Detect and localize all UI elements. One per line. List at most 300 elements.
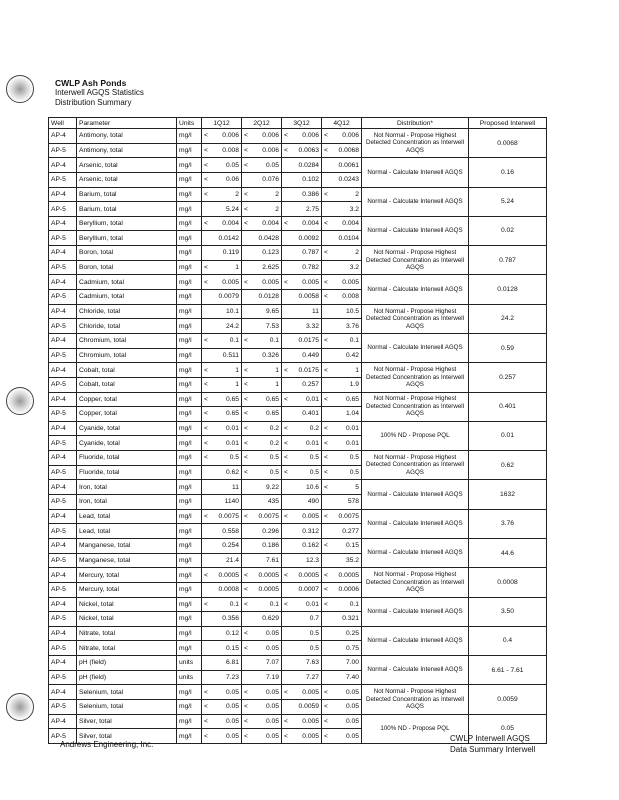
value-text: 0.5	[269, 469, 279, 477]
well-cell: AP-5	[49, 465, 77, 480]
value-text: 7.00	[345, 659, 359, 667]
value-cell	[322, 377, 362, 392]
value-cell	[202, 685, 242, 700]
value-text: 0.558	[222, 527, 239, 535]
well-cell: AP-4	[49, 538, 77, 553]
proposed-interwell-cell: 0.02	[469, 216, 547, 245]
value-cell	[202, 597, 242, 612]
distribution-cell: Not Normal - Propose Highest Detected Concentration as Interwell AGQS	[362, 568, 469, 597]
units-cell: mg/l	[177, 304, 202, 319]
value-cell	[322, 597, 362, 612]
value-text: 3.76	[345, 322, 359, 330]
less-than-flag: <	[204, 732, 208, 740]
distribution-cell: Normal - Calculate Interwell AGQS	[362, 333, 469, 362]
value-text: 7.61	[265, 556, 279, 564]
well-cell: AP-4	[49, 656, 77, 671]
proposed-interwell-cell: 3.50	[469, 597, 547, 626]
less-than-flag: <	[324, 717, 328, 725]
value-text: 0.102	[302, 176, 319, 184]
less-than-flag: <	[204, 410, 208, 418]
parameter-cell: Silver, total	[77, 714, 177, 729]
less-than-flag: <	[324, 688, 328, 696]
value-text: 0.629	[262, 615, 279, 623]
value-cell	[242, 363, 282, 378]
value-cell	[282, 699, 322, 714]
value-cell	[282, 582, 322, 597]
less-than-flag: <	[244, 586, 248, 594]
parameter-cell: Cyanide, total	[77, 436, 177, 451]
value-text: 0.01	[345, 425, 359, 433]
value-text: 0.005	[302, 512, 319, 520]
proposed-interwell-cell: 0.4	[469, 626, 547, 655]
value-cell	[322, 231, 362, 246]
less-than-flag: <	[284, 732, 288, 740]
value-text: 0.1	[229, 600, 239, 608]
value-text: 0.05	[345, 717, 359, 725]
value-cell	[282, 246, 322, 261]
value-text: 0.1	[229, 337, 239, 345]
value-text: 0.12	[225, 630, 239, 638]
well-cell: AP-4	[49, 626, 77, 641]
value-cell	[322, 275, 362, 290]
less-than-flag: <	[244, 703, 248, 711]
value-cell	[202, 451, 242, 466]
parameter-cell: Fluoride, total	[77, 465, 177, 480]
value-cell	[202, 333, 242, 348]
table-row	[49, 538, 547, 553]
parameter-cell: Manganese, total	[77, 538, 177, 553]
less-than-flag: <	[204, 688, 208, 696]
value-cell	[322, 319, 362, 334]
proposed-interwell-cell: 0.62	[469, 451, 547, 480]
value-cell	[242, 143, 282, 158]
distribution-cell: Not Normal - Propose Highest Detected Concentration as Interwell AGQS	[362, 685, 469, 714]
parameter-cell: Selenium, total	[77, 699, 177, 714]
value-text: 6.81	[225, 659, 239, 667]
proposed-interwell-cell: 0.257	[469, 363, 547, 392]
value-cell	[242, 626, 282, 641]
parameter-cell: Chloride, total	[77, 304, 177, 319]
proposed-interwell-cell: 0.0128	[469, 275, 547, 304]
value-text: 0.0075	[258, 512, 279, 520]
less-than-flag: <	[324, 483, 328, 491]
distribution-cell: Normal - Calculate Interwell AGQS	[362, 158, 469, 187]
units-cell: mg/l	[177, 129, 202, 144]
value-cell	[282, 436, 322, 451]
col-header: Well	[49, 118, 77, 129]
less-than-flag: <	[204, 132, 208, 140]
less-than-flag: <	[284, 220, 288, 228]
value-text: 0.296	[262, 527, 279, 535]
value-text: 0.006	[222, 132, 239, 140]
distribution-cell: Normal - Calculate Interwell AGQS	[362, 538, 469, 567]
parameter-cell: Nitrate, total	[77, 641, 177, 656]
value-cell	[202, 129, 242, 144]
units-cell: mg/l	[177, 626, 202, 641]
less-than-flag: <	[204, 600, 208, 608]
distribution-cell: Not Normal - Propose Highest Detected Concentration as Interwell AGQS	[362, 246, 469, 275]
well-cell: AP-5	[49, 290, 77, 305]
parameter-cell: Iron, total	[77, 495, 177, 510]
value-cell	[282, 231, 322, 246]
value-cell	[202, 187, 242, 202]
less-than-flag: <	[204, 220, 208, 228]
less-than-flag: <	[324, 571, 328, 579]
less-than-flag: <	[204, 439, 208, 447]
proposed-interwell-cell: 0.787	[469, 246, 547, 275]
table-row	[49, 451, 547, 466]
value-cell	[322, 699, 362, 714]
value-text: 11	[312, 308, 319, 315]
parameter-cell: Antimony, total	[77, 129, 177, 144]
well-cell: AP-5	[49, 377, 77, 392]
value-cell	[282, 656, 322, 671]
parameter-cell: Copper, total	[77, 392, 177, 407]
header-title: CWLP Ash Ponds	[55, 78, 127, 88]
value-cell	[322, 363, 362, 378]
units-cell: mg/l	[177, 260, 202, 275]
value-cell	[322, 714, 362, 729]
value-cell	[322, 304, 362, 319]
proposed-interwell-cell: 0.401	[469, 392, 547, 421]
units-cell: mg/l	[177, 202, 202, 217]
value-cell	[322, 553, 362, 568]
less-than-flag: <	[324, 600, 328, 608]
well-cell: AP-4	[49, 158, 77, 173]
value-text: 1	[275, 366, 279, 374]
less-than-flag: <	[204, 146, 208, 154]
value-text: 9.65	[265, 308, 279, 315]
parameter-cell: Barium, total	[77, 187, 177, 202]
value-cell	[242, 392, 282, 407]
less-than-flag: <	[324, 586, 328, 594]
table-row	[49, 216, 547, 231]
value-text: 0.006	[342, 132, 359, 140]
units-cell: mg/l	[177, 333, 202, 348]
table-header-row	[49, 118, 547, 129]
value-cell	[282, 553, 322, 568]
units-cell: mg/l	[177, 524, 202, 539]
value-text: 0.01	[305, 395, 319, 403]
value-text: 0.05	[265, 644, 279, 652]
value-cell	[242, 421, 282, 436]
value-text: 0.787	[302, 249, 319, 257]
units-cell: mg/l	[177, 436, 202, 451]
less-than-flag: <	[244, 366, 248, 374]
value-text: 0.05	[225, 717, 239, 725]
value-cell	[282, 143, 322, 158]
proposed-interwell-cell: 1632	[469, 480, 547, 509]
value-cell	[282, 714, 322, 729]
units-cell: mg/l	[177, 582, 202, 597]
value-cell	[202, 246, 242, 261]
value-text: 0.75	[345, 644, 359, 652]
distribution-cell: Normal - Calculate Interwell AGQS	[362, 480, 469, 509]
value-cell	[282, 495, 322, 510]
parameter-cell: Cadmium, total	[77, 290, 177, 305]
value-text: 0.0075	[338, 512, 359, 520]
value-cell	[282, 612, 322, 627]
less-than-flag: <	[284, 600, 288, 608]
less-than-flag: <	[324, 703, 328, 711]
value-cell	[202, 436, 242, 451]
units-cell: mg/l	[177, 275, 202, 290]
value-text: 2	[235, 190, 239, 198]
header-subtitle-2: Distribution Summary	[55, 98, 132, 107]
less-than-flag: <	[244, 469, 248, 477]
table-row	[49, 714, 547, 729]
value-cell	[242, 158, 282, 173]
less-than-flag: <	[324, 366, 328, 374]
well-cell: AP-4	[49, 392, 77, 407]
value-text: 1	[235, 381, 239, 389]
parameter-cell: Chloride, total	[77, 319, 177, 334]
value-text: 0.5	[309, 630, 319, 638]
value-cell	[202, 290, 242, 305]
value-text: 0.7	[309, 615, 319, 623]
value-cell	[202, 641, 242, 656]
value-cell	[282, 290, 322, 305]
value-text: 10.5	[345, 308, 359, 315]
well-cell: AP-5	[49, 729, 77, 744]
value-text: 0.277	[342, 527, 359, 535]
value-text: 24.2	[225, 322, 239, 330]
value-cell	[322, 246, 362, 261]
value-cell	[322, 729, 362, 744]
distribution-cell: Normal - Calculate Interwell AGQS	[362, 275, 469, 304]
value-text: 0.008	[342, 293, 359, 301]
value-text: 0.162	[302, 542, 319, 550]
value-text: 0.1	[269, 337, 279, 345]
value-cell	[202, 172, 242, 187]
proposed-interwell-cell: 6.61 - 7.61	[469, 656, 547, 685]
value-text: 1	[235, 264, 239, 272]
value-cell	[322, 436, 362, 451]
well-cell: AP-4	[49, 480, 77, 495]
value-cell	[242, 290, 282, 305]
table-row	[49, 246, 547, 261]
col-header: 1Q12	[202, 118, 242, 129]
value-cell	[282, 597, 322, 612]
value-cell	[282, 480, 322, 495]
well-cell: AP-5	[49, 172, 77, 187]
value-text: 0.0104	[338, 234, 359, 242]
parameter-cell: Arsenic, total	[77, 158, 177, 173]
value-text: 0.0068	[338, 146, 359, 154]
value-cell	[202, 202, 242, 217]
parameter-cell: Iron, total	[77, 480, 177, 495]
value-cell	[322, 509, 362, 524]
value-cell	[242, 304, 282, 319]
value-cell	[202, 465, 242, 480]
value-cell	[202, 216, 242, 231]
proposed-interwell-cell: 0.05	[469, 714, 547, 743]
units-cell: mg/l	[177, 553, 202, 568]
less-than-flag: <	[324, 542, 328, 550]
distribution-cell: Not Normal - Propose Highest Detected Concentration as Interwell AGQS	[362, 451, 469, 480]
less-than-flag: <	[244, 688, 248, 696]
value-text: 0.65	[225, 395, 239, 403]
value-cell	[282, 202, 322, 217]
value-cell	[282, 172, 322, 187]
value-cell	[282, 275, 322, 290]
col-header: Proposed Interwell	[469, 118, 547, 129]
value-cell	[202, 143, 242, 158]
parameter-cell: Selenium, total	[77, 685, 177, 700]
value-text: 0.006	[302, 132, 319, 140]
parameter-cell: Mercury, total	[77, 582, 177, 597]
table-row	[49, 509, 547, 524]
value-cell	[282, 129, 322, 144]
table-row	[49, 304, 547, 319]
parameter-cell: Cobalt, total	[77, 377, 177, 392]
value-cell	[282, 685, 322, 700]
units-cell: mg/l	[177, 538, 202, 553]
value-cell	[242, 582, 282, 597]
value-cell	[322, 172, 362, 187]
value-text: 0.008	[222, 146, 239, 154]
value-cell	[322, 290, 362, 305]
value-cell	[202, 480, 242, 495]
value-text: 0.01	[225, 439, 239, 447]
value-text: 12.3	[305, 556, 319, 564]
value-text: 0.076	[262, 176, 279, 184]
value-cell	[282, 363, 322, 378]
value-text: 7.63	[305, 659, 319, 667]
value-text: 2	[275, 205, 279, 213]
distribution-cell: Not Normal - Propose Highest Detected Concentration as Interwell AGQS	[362, 304, 469, 333]
value-text: 0.0079	[218, 293, 239, 301]
table-row	[49, 421, 547, 436]
value-text: 0.0005	[258, 571, 279, 579]
value-text: 0.5	[309, 469, 319, 477]
less-than-flag: <	[324, 146, 328, 154]
value-text: 7.27	[305, 674, 319, 682]
value-text: 10.1	[225, 308, 239, 315]
value-cell	[322, 612, 362, 627]
value-cell	[242, 538, 282, 553]
less-than-flag: <	[284, 469, 288, 477]
value-cell	[242, 451, 282, 466]
value-cell	[202, 714, 242, 729]
value-cell	[322, 670, 362, 685]
value-cell	[322, 202, 362, 217]
parameter-cell: pH (field)	[77, 656, 177, 671]
value-text: 0.65	[345, 395, 359, 403]
units-cell: mg/l	[177, 451, 202, 466]
less-than-flag: <	[324, 220, 328, 228]
distribution-cell: Normal - Calculate Interwell AGQS	[362, 187, 469, 216]
table-row	[49, 568, 547, 583]
less-than-flag: <	[324, 132, 328, 140]
value-text: 0.0284	[298, 161, 319, 169]
well-cell: AP-4	[49, 509, 77, 524]
well-cell: AP-5	[49, 202, 77, 217]
well-cell: AP-5	[49, 641, 77, 656]
value-text: 7.19	[265, 674, 279, 682]
value-text: 0.1	[349, 600, 359, 608]
value-text: 0.006	[262, 146, 279, 154]
value-text: 0.5	[309, 454, 319, 462]
value-cell	[202, 407, 242, 422]
value-text: 0.0243	[338, 176, 359, 184]
punch-hole	[6, 693, 34, 721]
well-cell: AP-5	[49, 260, 77, 275]
less-than-flag: <	[204, 337, 208, 345]
value-cell	[242, 275, 282, 290]
value-cell	[242, 495, 282, 510]
parameter-cell: Fluoride, total	[77, 451, 177, 466]
less-than-flag: <	[204, 190, 208, 198]
value-text: 0.0142	[218, 234, 239, 242]
value-text: 0.5	[229, 454, 239, 462]
distribution-cell: Not Normal - Propose Highest Detected Concentration as Interwell AGQS	[362, 129, 469, 158]
document-header	[55, 78, 144, 108]
well-cell: AP-5	[49, 143, 77, 158]
value-cell	[322, 495, 362, 510]
distribution-cell: Normal - Calculate Interwell AGQS	[362, 656, 469, 685]
value-cell	[322, 465, 362, 480]
parameter-cell: Nickel, total	[77, 597, 177, 612]
well-cell: AP-4	[49, 216, 77, 231]
value-cell	[242, 612, 282, 627]
units-cell: mg/l	[177, 714, 202, 729]
well-cell: AP-5	[49, 670, 77, 685]
col-header: Units	[177, 118, 202, 129]
value-cell	[202, 495, 242, 510]
value-text: 490	[307, 498, 319, 506]
value-text: 578	[347, 498, 359, 506]
value-text: 3.32	[305, 322, 319, 330]
footer-title: CWLP Interwell AGQS	[450, 734, 530, 743]
parameter-cell: Barium, total	[77, 202, 177, 217]
value-text: 435	[267, 498, 279, 506]
less-than-flag: <	[244, 454, 248, 462]
well-cell: AP-4	[49, 275, 77, 290]
col-header: 4Q12	[322, 118, 362, 129]
less-than-flag: <	[284, 132, 288, 140]
units-cell: mg/l	[177, 641, 202, 656]
value-cell	[202, 729, 242, 744]
less-than-flag: <	[204, 717, 208, 725]
value-cell	[282, 729, 322, 744]
value-cell	[242, 187, 282, 202]
value-text: 0.119	[222, 249, 239, 257]
table-row	[49, 626, 547, 641]
value-cell	[242, 524, 282, 539]
value-cell	[282, 319, 322, 334]
value-text: 2	[275, 190, 279, 198]
value-cell	[322, 582, 362, 597]
table-row	[49, 685, 547, 700]
value-cell	[282, 407, 322, 422]
table-row	[49, 392, 547, 407]
value-cell	[242, 465, 282, 480]
value-text: 0.0007	[298, 586, 319, 594]
value-text: 0.005	[222, 278, 239, 286]
proposed-interwell-cell: 24.2	[469, 304, 547, 333]
parameter-cell: Boron, total	[77, 246, 177, 261]
distribution-cell: 100% ND - Propose PQL	[362, 714, 469, 743]
less-than-flag: <	[244, 571, 248, 579]
value-text: 0.01	[305, 600, 319, 608]
value-text: 0.05	[225, 688, 239, 696]
value-text: 0.449	[302, 351, 319, 359]
units-cell: mg/l	[177, 246, 202, 261]
units-cell: mg/l	[177, 377, 202, 392]
parameter-cell: Boron, total	[77, 260, 177, 275]
parameter-cell: Nickel, total	[77, 612, 177, 627]
